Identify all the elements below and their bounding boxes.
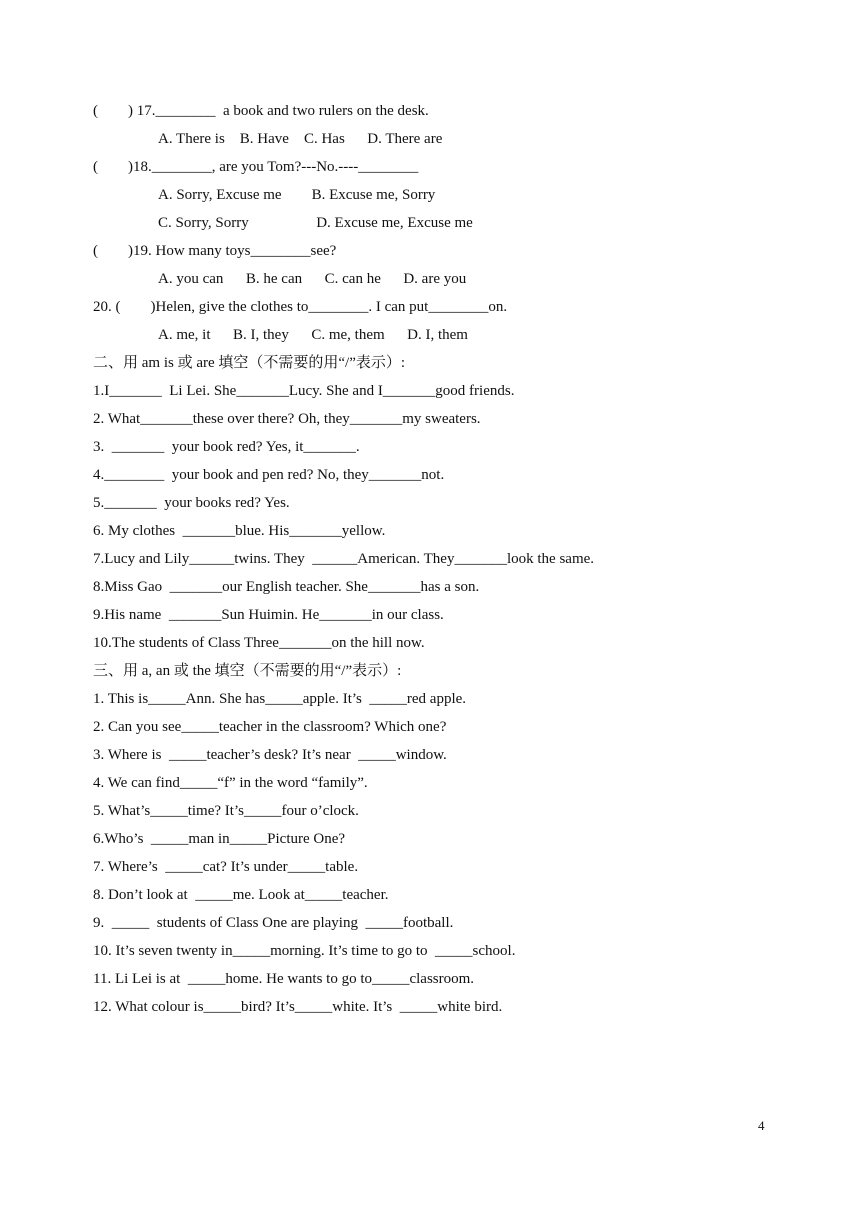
section-three-item: 6.Who’s _____man in_____Picture One?	[93, 831, 346, 847]
question-20-options: A. me, it B. I, they C. me, them D. I, them	[158, 327, 468, 343]
section-two-item: 5._______ your books red? Yes.	[93, 495, 290, 511]
question-18-options-row2: C. Sorry, Sorry D. Excuse me, Excuse me	[158, 215, 473, 231]
section-three-item: 10. It’s seven twenty in_____morning. It’s time to go to _____school.	[93, 943, 516, 959]
section-two-item: 9.His name _______Sun Huimin. He_______in our class.	[93, 607, 444, 623]
section-two-item: 10.The students of Class Three_______on the hill now.	[93, 635, 425, 651]
question-17-options: A. There is B. Have C. Has D. There are	[158, 131, 443, 147]
section-three-item: 3. Where is _____teacher’s desk? It’s near _____window.	[93, 747, 447, 763]
section-two-item: 7.Lucy and Lily______twins. They ______American. They_______look the same.	[93, 551, 595, 567]
question-17: ( ) 17.________ a book and two rulers on the desk.	[93, 103, 429, 119]
section-three-item: 11. Li Lei is at _____home. He wants to go to_____classroom.	[93, 971, 475, 987]
section-two-item: 3. _______ your book red? Yes, it_______.	[93, 439, 360, 455]
section-two-heading: 二、用 am is 或 are 填空（不需要的用“/”表示）:	[93, 355, 406, 371]
section-two-item: 8.Miss Gao _______our English teacher. She_______has a son.	[93, 579, 480, 595]
question-20: 20. ( )Helen, give the clothes to________. I can put________on.	[93, 299, 508, 315]
section-two-item: 4.________ your book and pen red? No, they_______not.	[93, 467, 445, 483]
section-three-item: 8. Don’t look at _____me. Look at_____teacher.	[93, 887, 389, 903]
section-three-item: 1. This is_____Ann. She has_____apple. It’s _____red apple.	[93, 691, 467, 707]
question-19: ( )19. How many toys________see?	[93, 243, 337, 259]
question-18: ( )18.________, are you Tom?---No.----________	[93, 159, 419, 175]
section-two-item: 1.I_______ Li Lei. She_______Lucy. She and I_______good friends.	[93, 383, 515, 399]
section-three-heading: 三、用 a, an 或 the 填空（不需要的用“/”表示）:	[93, 663, 402, 679]
question-18-options-row1: A. Sorry, Excuse me B. Excuse me, Sorry	[158, 187, 436, 203]
section-two-item: 2. What_______these over there? Oh, they_______my sweaters.	[93, 411, 481, 427]
section-three-item: 9. _____ students of Class One are playing _____football.	[93, 915, 454, 931]
section-three-item: 12. What colour is_____bird? It’s_____white. It’s _____white bird.	[93, 999, 503, 1015]
question-19-options: A. you can B. he can C. can he D. are you	[158, 271, 467, 287]
section-three-item: 2. Can you see_____teacher in the classroom? Which one?	[93, 719, 447, 735]
section-three-item: 5. What’s_____time? It’s_____four o’clock.	[93, 803, 359, 819]
section-two-item: 6. My clothes _______blue. His_______yellow.	[93, 523, 386, 539]
page-number: 4	[758, 1118, 765, 1133]
section-three-item: 4. We can find_____“f” in the word “family”.	[93, 775, 368, 791]
section-three-item: 7. Where’s _____cat? It’s under_____table.	[93, 859, 359, 875]
